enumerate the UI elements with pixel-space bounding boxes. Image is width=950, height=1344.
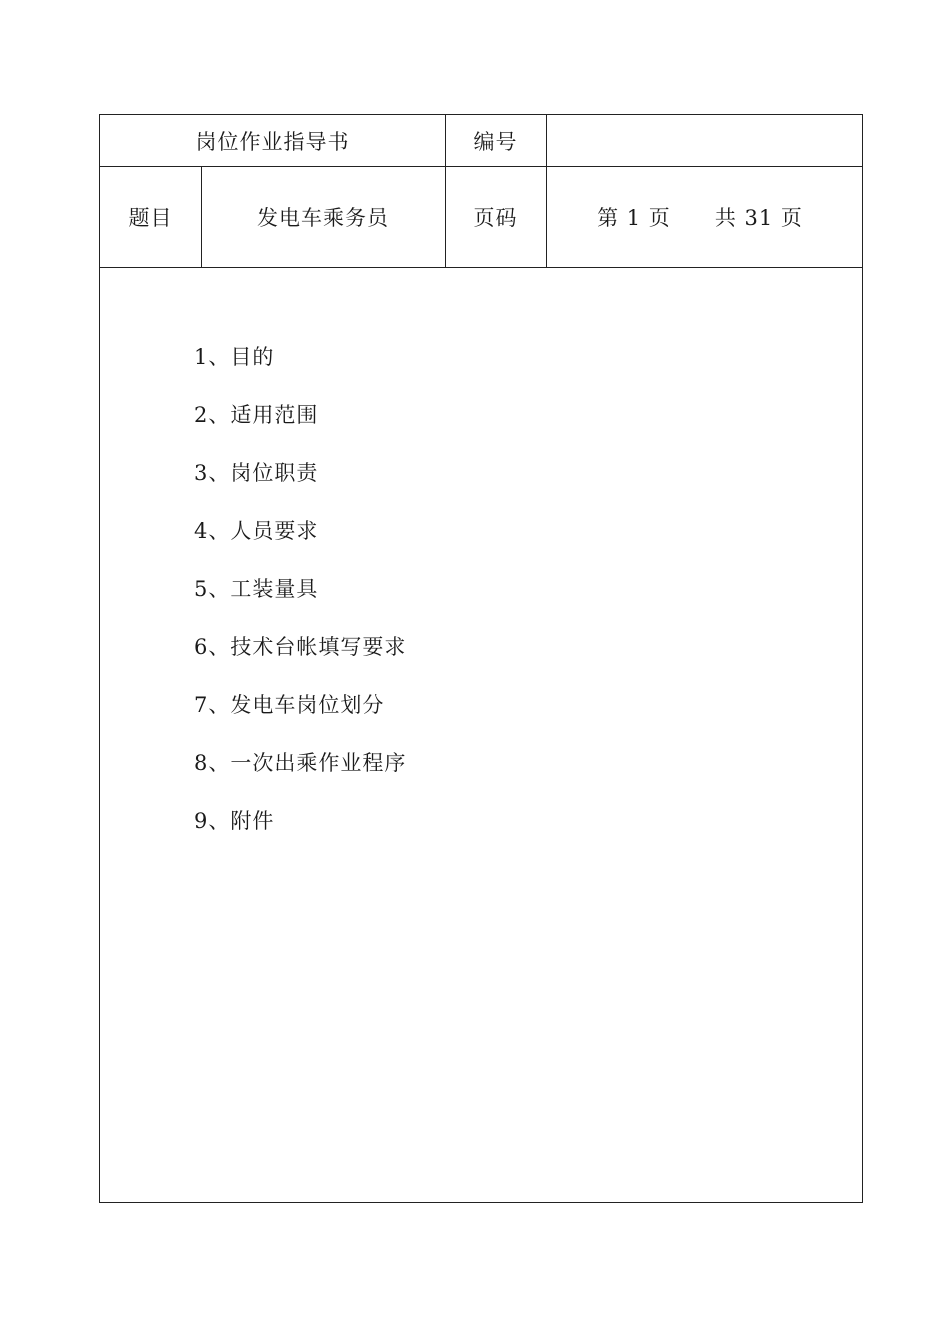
contents-item: 3、岗位职责 — [194, 461, 319, 485]
page-total: 共 31 页 — [714, 205, 803, 230]
number-label: 编号 — [473, 129, 518, 154]
contents-item: 1、目的 — [194, 345, 275, 369]
contents-item: 4、人员要求 — [194, 519, 319, 543]
contents-item: 2、适用范围 — [194, 403, 319, 427]
page-info — [546, 166, 862, 267]
page-label: 页码 — [473, 205, 518, 230]
number-value — [546, 115, 862, 166]
contents-item: 8、一次出乘作业程序 — [194, 751, 407, 775]
contents-item: 7、发电车岗位划分 — [194, 693, 385, 717]
contents-list — [194, 337, 406, 859]
contents-item: 5、工装量具 — [194, 577, 319, 601]
page-current: 第 1 页 — [597, 205, 671, 230]
header-bottom-divider — [100, 267, 862, 268]
contents-item: 6、技术台帐填写要求 — [194, 635, 407, 659]
subject-value: 发电车乘务员 — [257, 205, 389, 230]
instruction-sheet — [99, 114, 863, 1203]
contents-item: 9、附件 — [194, 809, 275, 833]
document-title: 岗位作业指导书 — [195, 129, 350, 154]
subject-label: 题目 — [128, 205, 173, 230]
